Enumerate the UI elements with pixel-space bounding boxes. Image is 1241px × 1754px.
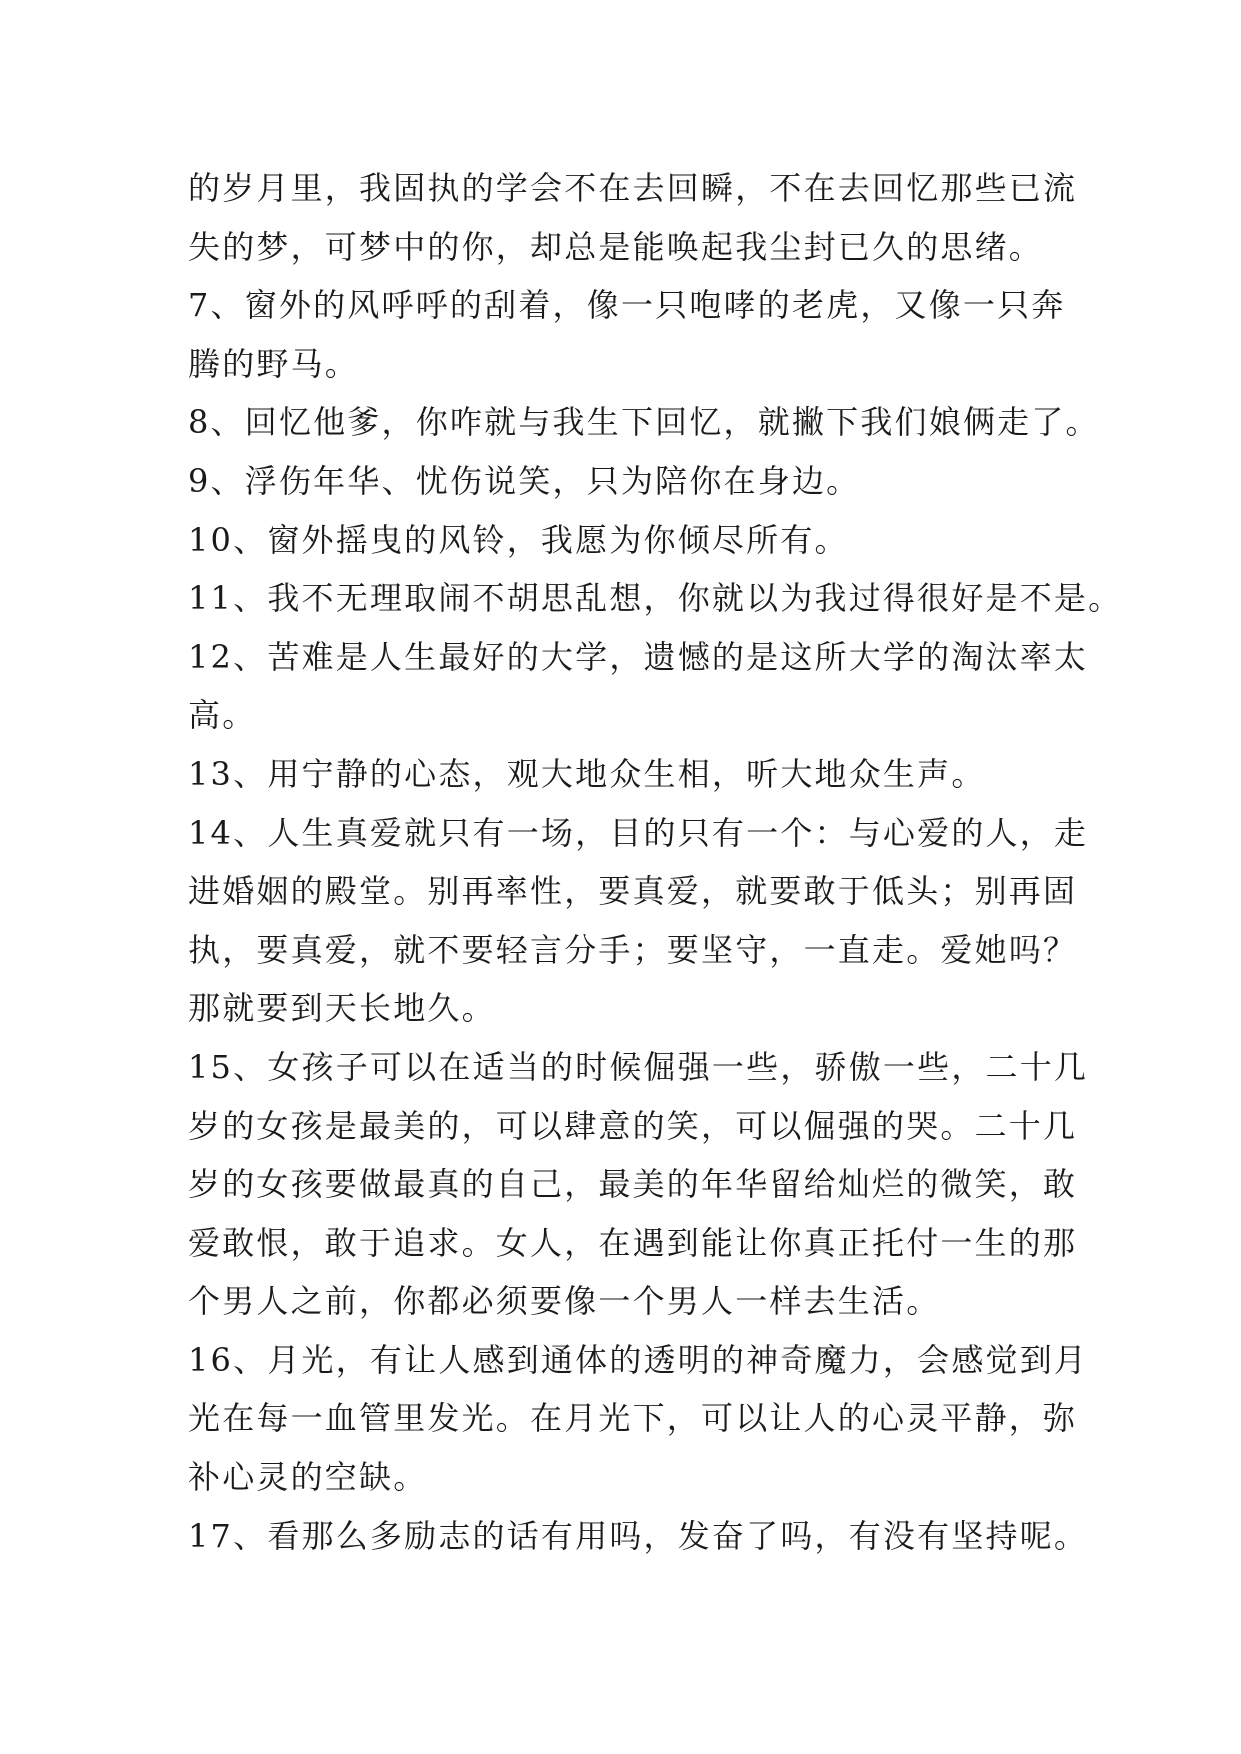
text-line: 8、回忆他爹，你咋就与我生下回忆，就撇下我们娘俩走了。 [188, 403, 1100, 442]
text-line: 那就要到天长地久。 [188, 989, 496, 1028]
text-line: 11、我不无理取闹不胡思乱想，你就以为我过得很好是不是。 [188, 579, 1123, 618]
text-line: 补心灵的空缺。 [188, 1458, 428, 1497]
text-line: 执，要真爱，就不要轻言分手；要坚守，一直走。爱她吗？ [188, 930, 1078, 969]
text-line: 岁的女孩要做最真的自己，最美的年华留给灿烂的微笑，敢 [188, 1165, 1078, 1204]
text-line: 爱敢恨，敢于追求。女人，在遇到能让你真正托付一生的那 [188, 1223, 1078, 1262]
text-line: 进婚姻的殿堂。别再率性，要真爱，就要敢于低头；别再固 [188, 872, 1078, 911]
text-line: 的岁月里，我固执的学会不在去回瞬，不在去回忆那些已流 [188, 169, 1078, 207]
text-line: 14、人生真爱就只有一场，目的只有一个：与心爱的人，走 [188, 813, 1089, 852]
text-line: 9、浮伤年华、忧伤说笑，只为陪你在身边。 [188, 461, 861, 500]
text-line: 光在每一血管里发光。在月光下，可以让人的心灵平静，弥 [188, 1399, 1078, 1438]
text-line: 17、看那么多励志的话有用吗，发奋了吗，有没有坚持呢。 [188, 1516, 1089, 1555]
text-line: 7、窗外的风呼呼的刮着，像一只咆哮的老虎，又像一只奔 [188, 286, 1066, 325]
text-line: 16、月光，有让人感到通体的透明的神奇魔力，会感觉到月 [188, 1340, 1089, 1379]
text-line: 高。 [188, 696, 257, 735]
text-line: 失的梦，可梦中的你，却总是能唤起我尘封已久的思绪。 [188, 227, 1044, 266]
text-line: 岁的女孩是最美的，可以肆意的笑，可以倔强的哭。二十几 [188, 1106, 1078, 1145]
document-body [188, 159, 1123, 1565]
text-line: 15、女孩子可以在适当的时候倔强一些，骄傲一些，二十几 [188, 1047, 1089, 1086]
text-line: 12、苦难是人生最好的大学，遗憾的是这所大学的淘汰率太 [188, 637, 1089, 676]
text-line: 腾的野马。 [188, 344, 360, 383]
text-line: 个男人之前，你都必须要像一个男人一样去生活。 [188, 1282, 941, 1321]
text-line: 10、窗外摇曳的风铃，我愿为你倾尽所有。 [188, 520, 849, 559]
text-line: 13、用宁静的心态，观大地众生相，听大地众生声。 [188, 754, 986, 793]
